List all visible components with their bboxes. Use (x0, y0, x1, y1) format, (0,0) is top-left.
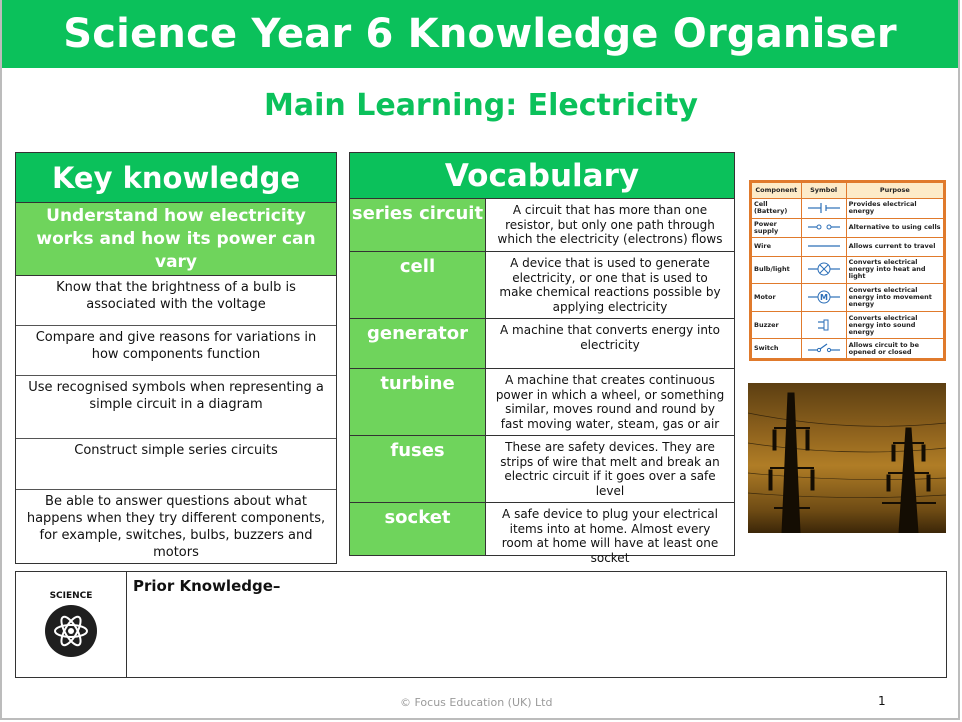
component-name: Motor (752, 284, 802, 312)
component-purpose: Allows circuit to be opened or closed (846, 339, 943, 359)
vocabulary-heading: Vocabulary (350, 153, 734, 199)
column-header: Symbol (801, 183, 846, 199)
table-row (752, 218, 944, 238)
pylons-photo (748, 383, 946, 533)
buzzer-symbol-icon (801, 311, 846, 339)
vocabulary-row (350, 436, 734, 503)
table-row (752, 199, 944, 219)
vocabulary-term: series circuit (350, 199, 486, 251)
key-knowledge-item: Know that the brightness of a bulb is associated with the voltage (16, 276, 336, 326)
key-knowledge-subheading: Understand how electricity works and how its power can vary (16, 203, 336, 276)
copyright-footer: © Focus Education (UK) Ltd (400, 696, 553, 709)
component-name: Cell (Battery) (752, 199, 802, 219)
table-row (752, 284, 944, 312)
vocabulary-row (350, 252, 734, 319)
key-knowledge-heading: Key knowledge (16, 153, 336, 203)
key-knowledge-item: Construct simple series circuits (16, 439, 336, 490)
switch-symbol-icon (801, 339, 846, 359)
vocabulary-row (350, 319, 734, 369)
vocabulary-definition: A device that is used to generate electricity, or one that is used to make chemical reactions possible by applying electricity (499, 256, 721, 314)
motor-symbol-icon (801, 284, 846, 312)
column-header: Component (752, 183, 802, 199)
vocabulary-row (350, 503, 734, 565)
title-bar (2, 0, 958, 68)
svg-text:M: M (819, 292, 828, 302)
vocabulary-definition: A circuit that has more than one resistor, but only one path through which the electricity (electrons) flows (497, 203, 723, 246)
bulb-symbol-icon (801, 256, 846, 284)
vocabulary-term: generator (350, 319, 486, 368)
science-logo (16, 572, 127, 677)
page-number: 1 (878, 694, 886, 708)
vocabulary-definition: A machine that creates continuous power in which a wheel, or something similar, moves round and round by fast moving water, steam, gas or air (495, 373, 725, 431)
vocabulary-term: fuses (350, 436, 486, 502)
component-purpose: Converts electrical energy into movement energy (846, 284, 943, 312)
vocabulary-definition: These are safety devices. They are strips of wire that melt and break an electric circuit if it goes over a safe level (500, 440, 720, 498)
vocabulary-definition: A safe device to plug your electrical items into at home. Almost every room at home will have at least one socket (501, 507, 719, 565)
pylon-icon (748, 383, 946, 533)
vocabulary-row (350, 369, 734, 436)
component-purpose: Converts electrical energy into sound energy (846, 311, 943, 339)
cell-symbol-icon (801, 199, 846, 219)
key-knowledge-item: Use recognised symbols when representing a simple circuit in a diagram (16, 376, 336, 439)
page-title: Science Year 6 Knowledge Organiser (63, 11, 897, 57)
key-knowledge-panel (15, 152, 337, 564)
vocabulary-term: turbine (350, 369, 486, 435)
vocabulary-panel (349, 152, 735, 565)
table-row (752, 311, 944, 339)
component-name: Wire (752, 238, 802, 256)
component-name: Power supply (752, 218, 802, 238)
science-logo-label: SCIENCE (49, 590, 93, 601)
atom-icon (43, 603, 99, 659)
vocabulary-term: cell (350, 252, 486, 318)
key-knowledge-item: Compare and give reasons for variations in how components function (16, 326, 336, 376)
vocabulary-definition: A machine that converts energy into electricity (500, 323, 720, 352)
key-knowledge-item: Be able to answer questions about what happens when they try different components, for example, switches, bulbs, buzzers and motors (26, 494, 326, 560)
component-name: Buzzer (752, 311, 802, 339)
page-subtitle: Main Learning: Electricity (264, 88, 698, 123)
component-purpose: Converts electrical energy into heat and light (846, 256, 943, 284)
power-supply-symbol-icon (801, 218, 846, 238)
component-purpose: Provides electrical energy (846, 199, 943, 219)
prior-knowledge-heading: Prior Knowledge– (133, 577, 281, 595)
vocabulary-term: socket (350, 503, 486, 555)
prior-knowledge-panel (15, 571, 947, 678)
component-name: Switch (752, 339, 802, 359)
vocabulary-row (350, 199, 734, 252)
table-row (752, 339, 944, 359)
wire-symbol-icon (801, 238, 846, 256)
component-name: Bulb/light (752, 256, 802, 284)
column-header: Purpose (846, 183, 943, 199)
circuit-symbols-table (749, 180, 946, 361)
component-purpose: Allows current to travel (846, 238, 943, 256)
table-row (752, 256, 944, 284)
component-purpose: Alternative to using cells (846, 218, 943, 238)
table-row (752, 238, 944, 256)
